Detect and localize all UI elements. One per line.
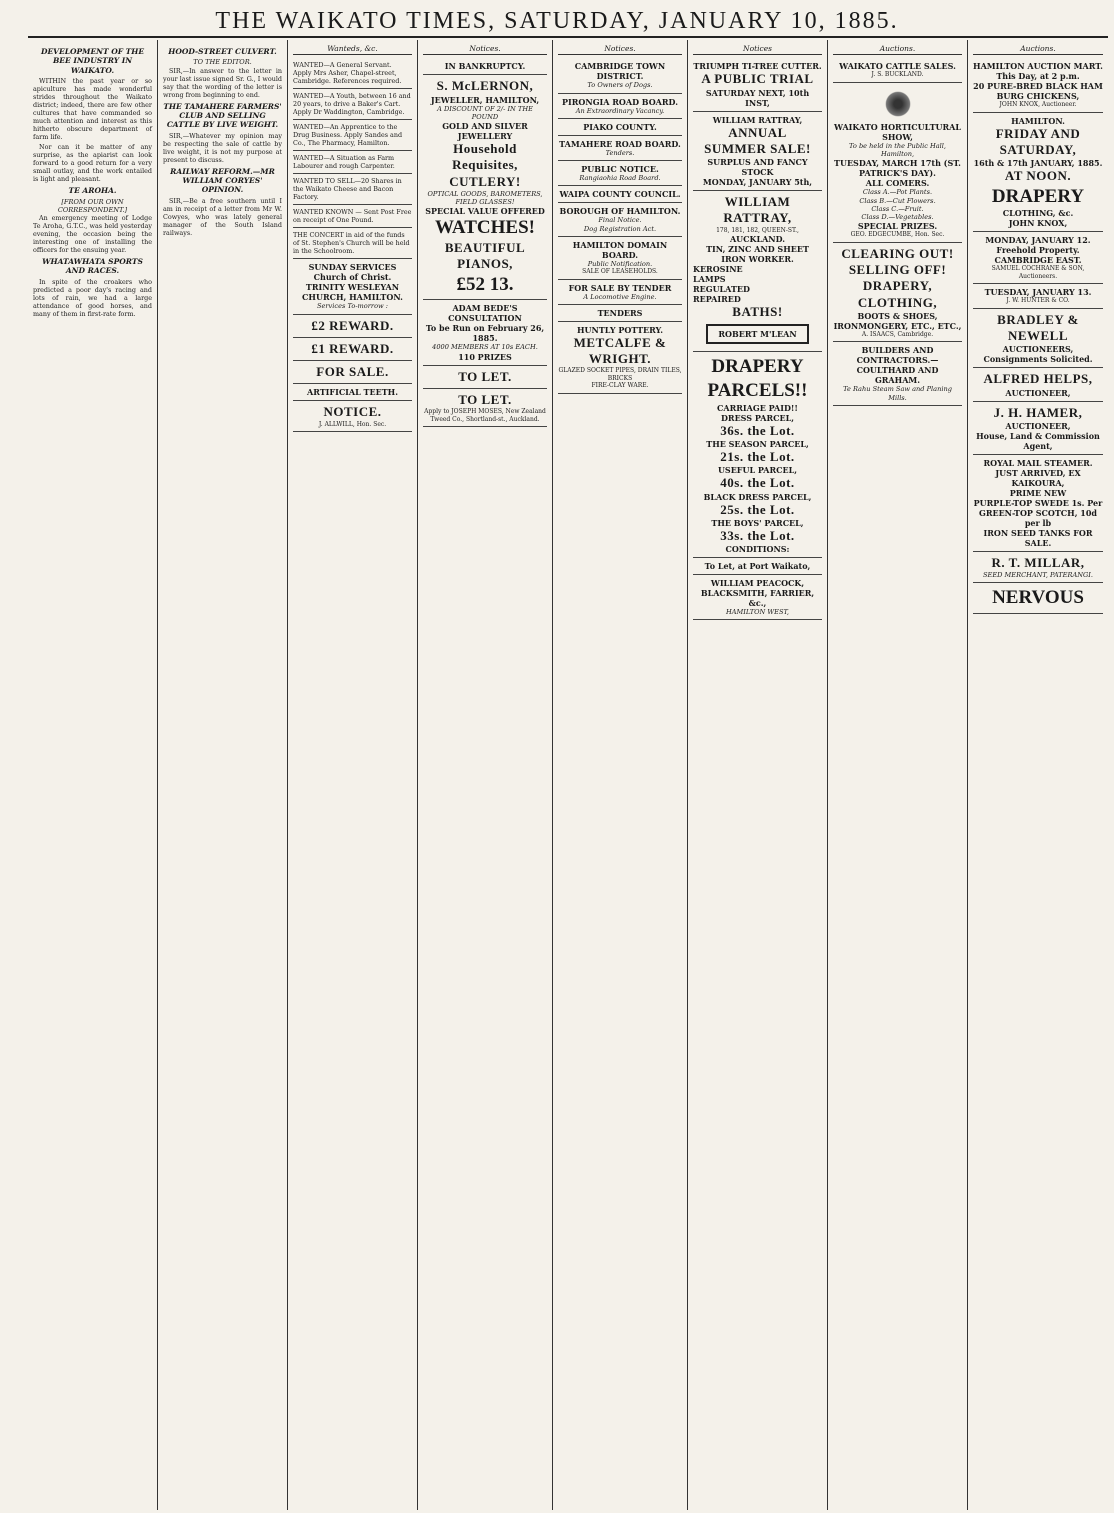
classified-ad: THE CONCERT in aid of the funds of St. Stephen's Church will be held in the Schoolroom. (293, 228, 412, 259)
ad-price: 25s. the Lot. (720, 501, 795, 517)
ad-text: AUCKLAND. (729, 234, 786, 245)
ad-headline: SUMMER SALE! (704, 140, 811, 156)
notice-title: SUNDAY SERVICES (308, 262, 397, 273)
ad-text: House, Land & Commission Agent, (976, 430, 1100, 451)
ad-headline: WAIKATO HORTICULTURAL SHOW, (834, 121, 961, 142)
consultation-ad (423, 300, 547, 365)
ad-text: USEFUL PARCEL, (717, 465, 798, 476)
ad-text: OPTICAL GOODS, BAROMETERS, FIELD GLASSES! (427, 189, 543, 207)
ad-text: KEROSINE (693, 264, 743, 275)
ad-text: Te Rahu Steam Saw and Planing Mills. (843, 385, 952, 402)
ad-text: Class C.—Fruit. (871, 204, 924, 213)
ad-text: GOLD AND SILVER JEWELLERY (442, 121, 528, 142)
column-header: Notices (693, 44, 822, 55)
ad-headline: HAMILTON AUCTION MART. (973, 61, 1103, 72)
ad-headline: METCALFE & WRIGHT. (573, 334, 667, 366)
classified-ad: WANTED—A General Servant. Apply Mrs Asher, Chapel-street, Cambridge. References required. (293, 58, 412, 89)
ad-text: AUCTIONEER, (1005, 387, 1071, 398)
clearance-ad (833, 243, 962, 343)
ad-text: DRESS PARCEL, (720, 412, 794, 423)
ad-headline: BUILDERS AND CONTRACTORS.— (856, 345, 939, 366)
notice-title: Church of Christ. (313, 272, 392, 283)
ad-text: To be Run on February 26, 1885. (425, 323, 545, 344)
classified-ad: WANTED TO SELL—20 Shares in the Waikato Cheese and Bacon Factory. (293, 174, 412, 205)
ad-headline: R. T. MILLAR, (991, 554, 1085, 570)
ad-headline: NOTICE. (323, 404, 382, 420)
ad-headline: ADAM BEDE'S CONSULTATION (448, 303, 522, 324)
column-1 (28, 40, 158, 1510)
ad-headline: TO LET. (458, 368, 512, 384)
notice-subtitle: Dog Registration Act. (583, 224, 657, 233)
ad-text: TUESDAY, MARCH 17th (ST. PATRICK'S DAY). (834, 158, 961, 179)
notice-title: PIRONGIA ROAD BOARD. (562, 96, 678, 107)
ad-text: AT NOON. (1004, 168, 1072, 184)
ad-signoff: JOHN KNOX, (1008, 218, 1068, 229)
ad-text: IRON SEED TANKS FOR SALE. (983, 527, 1093, 548)
article-heading: THE TAMAHERE FARMERS' CLUB AND SELLING CATTLE BY LIVE WEIGHT. (163, 101, 282, 130)
ad-text: MONDAY, JANUARY 5th, (702, 177, 813, 188)
ad-text: 4000 MEMBERS AT 10s EACH. (432, 343, 538, 352)
ad-headline: ROYAL MAIL STEAMER. (983, 457, 1093, 468)
ad-headline: PARCELS!! (707, 380, 808, 402)
ad-headline: WATCHES! (435, 217, 535, 239)
column-6 (688, 40, 828, 1510)
ad-headline: A PUBLIC TRIAL (701, 71, 814, 87)
ad-text: REPAIRED (693, 294, 741, 305)
ad-text: Class D.—Vegetables. (861, 213, 934, 222)
ad-headline: BEAUTIFUL PIANOS, (444, 240, 526, 272)
ad-text: GLAZED SOCKET PIPES, DRAIN TILES, BRICKS (558, 367, 682, 382)
column-header: Auctions. (833, 44, 962, 55)
ad-text: BLACK DRESS PARCEL, (703, 491, 812, 502)
notice-subtitle: Services To-morrow : (316, 302, 389, 311)
ad-text: CONDITIONS: (725, 544, 790, 555)
ad-signoff: SAMUEL COCHRANE & SON, Auctioneers. (991, 265, 1085, 280)
ad-text: SPECIAL PRIZES. (857, 221, 938, 232)
ad-text: SATURDAY NEXT, 10th INST, (705, 87, 810, 108)
article-paragraph: SIR,—In answer to the letter in your last issue signed Sr. G., I would say that the wording of the letter is wrong from beginning to end. (163, 66, 282, 99)
article-heading: HOOD-STREET CULVERT. (168, 47, 277, 56)
notice-title: TAMAHERE ROAD BOARD. (559, 138, 681, 149)
ad-text: Class B.—Cut Flowers. (859, 196, 936, 205)
ad-headline: ALFRED HELPS, (983, 371, 1093, 387)
ad-text: SURPLUS AND FANCY STOCK (707, 157, 808, 178)
ad-text: CARRIAGE PAID!! (717, 402, 798, 413)
ad-text: SPECIAL VALUE OFFERED (425, 206, 545, 217)
ad-signoff: GEO. EDGECUMBE, Hon. Sec. (850, 231, 945, 239)
notice-subtitle: To Owners of Dogs. (587, 81, 653, 90)
show-ad (833, 83, 962, 243)
article-paragraph: An emergency meeting of Lodge Te Aroha, G.T.C., was held yesterday evening, the occasion being the interesting one of installing the officers for the ensuing year. (33, 213, 152, 254)
ad-text: GREEN-TOP SCOTCH, 10d per lb (979, 507, 1097, 528)
ad-text: 16th & 17th JANUARY, 1885. (973, 158, 1103, 169)
page-columns (28, 40, 1108, 1510)
ad-signoff: J. W. HUNTER & CO. (1006, 297, 1070, 305)
article-subheading: [FROM OUR OWN CORRESPONDENT.] (57, 197, 128, 214)
drapery-ad (693, 352, 822, 558)
ad-text: BOOTS & SHOES, (857, 310, 938, 321)
ad-headline: CLEARING OUT! (841, 245, 954, 261)
ad-text: Freehold Property. (996, 245, 1080, 256)
column-3 (288, 40, 418, 1510)
pottery-ad (558, 322, 682, 394)
notice-title: CAMBRIDGE TOWN DISTRICT. (574, 61, 666, 82)
ad-headline: BRADLEY & NEWELL (997, 311, 1079, 344)
column-header: Notices. (423, 44, 547, 55)
ad-text: To be held in the Public Hall, Hamilton, (849, 141, 946, 159)
ad-signoff: A. ISAACS, Cambridge. (861, 330, 934, 338)
ad-text: IRONMONGERY, ETC., ETC., (833, 320, 962, 331)
column-7 (828, 40, 968, 1510)
ad-text: Class A.—Pot Plants. (862, 188, 933, 197)
ad-text: COULTHARD AND GRAHAM. (856, 365, 939, 386)
ad-text: ALL COMERS. (865, 178, 930, 189)
notice-subtitle: Tenders. (605, 148, 635, 157)
ad-text: 178, 181, 182, QUEEN-ST., (716, 226, 799, 234)
notice-subtitle: Public Notification. (587, 259, 653, 268)
ad-signoff: J. S. BUCKLAND. (871, 71, 924, 79)
ad-headline: J. H. HAMER, (993, 404, 1083, 420)
ad-text: PURPLE-TOP SWEDE 1s. Per (973, 497, 1103, 508)
ad-text: LAMPS (693, 274, 726, 285)
ad-price: 40s. the Lot. (720, 475, 795, 491)
article-paragraph: Nor can it be matter of any surprise, as the apiarist can look forward to a good return for a very small outlay, and the work entailed is light and pleasant. (33, 143, 152, 184)
ad-text: DRAPERY, CLOTHING, (857, 278, 938, 310)
ad-text: This Day, at 2 p.m. (996, 71, 1080, 82)
column-4 (418, 40, 553, 1510)
column-header: Notices. (558, 44, 682, 55)
ad-text: A DISCOUNT OF 2/- IN THE POUND (437, 104, 533, 121)
column-2 (158, 40, 288, 1510)
maker-stamp (706, 324, 809, 344)
masthead (0, 0, 1114, 40)
article-heading: RAILWAY REFORM.—MR WILLIAM CORYES' OPINION. (170, 166, 275, 195)
ad-signoff: JOHN KNOX, Auctioneer. (999, 101, 1077, 109)
article-heading: WHATAWHATA SPORTS AND RACES. (42, 256, 143, 276)
ad-headline: DRAPERY (711, 356, 804, 378)
ad-text: 20 PURE-BRED BLACK HAM BURG CHICKENS, (973, 81, 1103, 102)
ad-headline: FOR SALE. (316, 364, 389, 380)
ad-headline: HAMILTON. (1011, 115, 1065, 126)
column-header: Auctions. (973, 44, 1103, 55)
stamp-text: ROBERT M'LEAN (718, 329, 797, 340)
ad-price: £52 13. (456, 273, 514, 295)
ad-headline: TUESDAY, JANUARY 13. (984, 287, 1092, 298)
ad-headline: WAIKATO CATTLE SALES. (839, 61, 956, 72)
flower-emblem-icon (883, 89, 913, 119)
notice-subtitle: Final Notice. (598, 216, 642, 225)
ad-headline: NERVOUS (992, 587, 1084, 609)
church-notice (293, 259, 412, 314)
ad-text: JUST ARRIVED, EX KAIKOURA, (995, 467, 1081, 488)
notice-text: SALE OF LEASEHOLDS. (582, 268, 658, 276)
notice-subtitle: Rangiaohia Road Board. (579, 174, 661, 183)
ad-text: THE BOYS' PARCEL, (711, 517, 804, 528)
ad-price: 21s. the Lot. (720, 449, 795, 465)
notice-title: BOROUGH OF HAMILTON. (559, 206, 681, 217)
notice-title: WAIPA COUNTY COUNCIL. (559, 189, 681, 200)
ad-text: PRIME NEW (1009, 487, 1067, 498)
newspaper-title: THE WAIKATO TIMES, SATURDAY, JANUARY 10, 1885. (215, 8, 899, 34)
ad-text: THE SEASON PARCEL, (706, 439, 809, 450)
notice-subtitle: An Extraordinary Vacancy. (575, 106, 665, 115)
article-heading: DEVELOPMENT OF THE BEE INDUSTRY IN WAIKATO. (40, 47, 145, 75)
ad-headline: TO LET. (458, 391, 512, 407)
ad-headline: To Let, at Port Waikato, (704, 561, 811, 572)
ad-text: CUTLERY! (449, 173, 521, 189)
ad-subheadline: JEWELLER, HAMILTON, (430, 94, 540, 105)
ad-text: AUCTIONEERS, (1002, 344, 1074, 355)
ad-headline: MONDAY, JANUARY 12. (985, 235, 1091, 246)
ad-text: Household Requisites, (452, 141, 518, 173)
masthead-rule (28, 36, 1108, 38)
ad-headline: TRIUMPH TI-TREE CUTTER. (693, 61, 822, 72)
ad-text: HAMILTON WEST, (725, 608, 789, 617)
ad-headline: WILLIAM RATTRAY, (712, 114, 803, 125)
ad-signoff: J. ALLWILL, Hon. Sec. (318, 420, 387, 428)
ad-headline: ANNUAL (728, 124, 787, 140)
jeweller-ad (423, 75, 547, 300)
article-paragraph: In spite of the croakers who predicted a poor day's racing and lots of rain, we had a large attendance of good horses, and many of them in first-rate form. (33, 277, 152, 318)
ad-text: Consignments Solicited. (983, 354, 1093, 365)
ad-price: 33s. the Lot. (720, 527, 795, 543)
ad-headline: HUNTLY POTTERY. (577, 324, 663, 335)
article-paragraph: WITHIN the past year or so apiculture has made wonderful strides throughout the Waikato district; indeed, there are few other cultures that have commanded so much attention and interest as this hitherto obscure department of farm life. (33, 77, 152, 142)
ad-headline: DRAPERY (991, 185, 1085, 207)
notice-title: TRINITY WESLEYAN CHURCH, HAMILTON. (302, 282, 403, 303)
ad-text: CLOTHING, &c. (1002, 208, 1074, 219)
ad-text: REGULATED (693, 284, 750, 295)
ad-text: TIN, ZINC AND SHEET IRON WORKER. (706, 244, 809, 265)
notice-title: HAMILTON DOMAIN BOARD. (572, 239, 668, 260)
ad-text: SEED MERCHANT, PATERANGI. (983, 571, 1093, 580)
ad-headline: £2 REWARD. (311, 317, 394, 333)
classified-ad: WANTED—An Apprentice to the Drug Business. Apply Sandes and Co., The Pharmacy, Hamilton. (293, 120, 412, 151)
ad-text: FIRE-CLAY WARE. (591, 382, 649, 390)
ad-text: CAMBRIDGE EAST. (994, 255, 1082, 266)
ad-text: 110 PRIZES (458, 351, 512, 362)
notice-title: PIAKO COUNTY. (583, 121, 657, 132)
ad-headline: £1 REWARD. (311, 340, 394, 356)
article-subheading: TO THE EDITOR. (193, 58, 252, 67)
ad-text: BLACKSMITH, FARRIER, &c., (700, 588, 815, 609)
classified-ad: WANTED KNOWN — Sent Post Free on receipt of One Pound. (293, 205, 412, 228)
article-paragraph: SIR,—Whatever my opinion may be respecting the sale of cattle by live weight, it is not my purpose at present to discuss. (163, 131, 282, 164)
ad-headline: IN BANKRUPTCY. (444, 61, 526, 72)
column-8 (968, 40, 1108, 1510)
article-paragraph: SIR,—Be a free southern until I am in receipt of a letter from Mr W. Cowyes, who was lately general manager of the South Island railways. (163, 196, 282, 237)
classified-ad: WANTED—A Situation as Farm Labourer and rough Carpenter. (293, 151, 412, 174)
ad-headline: FRIDAY AND SATURDAY, (995, 125, 1081, 158)
notice-subtitle: A Locomotive Engine. (583, 292, 657, 301)
ad-headline: SELLING OFF! (848, 262, 947, 278)
ad-text: Apply to JOSEPH MOSES, New Zealand Tweed Co., Shortland-st., Auckland. (424, 408, 546, 423)
classified-ad: WANTED—A Youth, between 16 and 20 years, to drive a Baker's Cart. Apply Dr Waddington, Cambridge. (293, 89, 412, 120)
article-heading: TE AROHA. (68, 186, 117, 196)
ad-headline: ARTIFICIAL TEETH. (306, 387, 398, 398)
ad-headline: WILLIAM PEACOCK, (710, 578, 805, 589)
notice-title: FOR SALE BY TENDER (568, 282, 672, 293)
ad-headline: WILLIAM RATTRAY, (723, 194, 792, 226)
ad-text: AUCTIONEER, (1005, 420, 1071, 431)
ad-headline: S. McLERNON, (436, 78, 534, 94)
notice-title: TENDERS (597, 307, 643, 318)
column-5 (553, 40, 688, 1510)
ad-text: BATHS! (732, 304, 783, 320)
ad-price: 36s. the Lot. (720, 422, 795, 438)
notice-title: PUBLIC NOTICE. (581, 164, 659, 175)
column-header: Wanteds, &c. (293, 44, 412, 55)
